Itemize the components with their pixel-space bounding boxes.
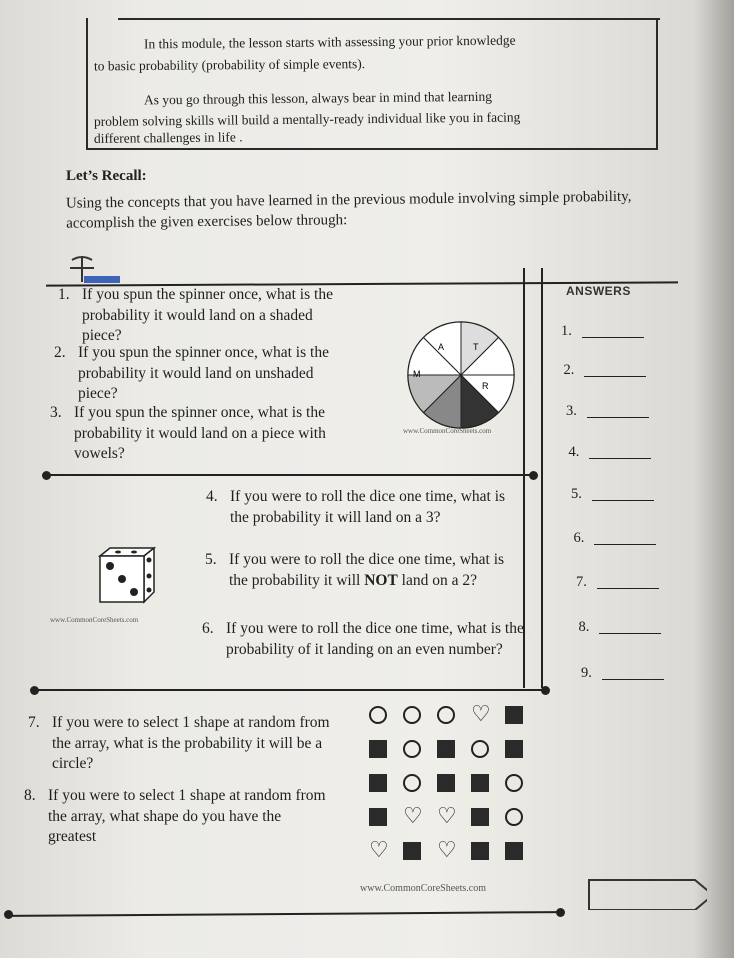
question-6-text: If you were to roll the dice one time, what is the probability of it landing on an even number? — [226, 620, 524, 658]
answer-number: 1. — [561, 323, 572, 339]
question-3-number: 3. — [50, 404, 62, 421]
square-shape-icon — [369, 774, 387, 792]
answer-number: 6. — [573, 530, 585, 546]
question-1-text: If you spun the spinner once, what is the probability it would land on a shaded piece? — [82, 286, 333, 344]
arrow-box-icon — [587, 878, 707, 910]
question-3 — [50, 403, 354, 465]
spinner-label-m: M — [413, 369, 421, 379]
answer-number: 9. — [581, 665, 592, 681]
spinner-label-r: R — [482, 381, 489, 391]
question-6-number: 6. — [202, 620, 214, 637]
answer-blank-line[interactable] — [587, 400, 649, 418]
divider-dot-2-end — [541, 686, 550, 695]
answer-slot-4[interactable] — [569, 444, 652, 462]
shapes-watermark: www.CommonCoreSheets.com — [360, 883, 487, 894]
question-4-number: 4. — [206, 488, 218, 505]
heart-shape-icon: ♡ — [369, 838, 389, 863]
spinner-label-a: A — [438, 342, 445, 352]
divider-line-2 — [34, 689, 546, 691]
answer-blank-line[interactable] — [584, 359, 646, 377]
circle-shape-icon — [369, 706, 387, 724]
answer-blank-line[interactable] — [599, 616, 661, 634]
question-4 — [206, 487, 520, 528]
question-8-text: If you were to select 1 shape at random from the array, what shape do you have the greatest — [48, 787, 326, 845]
intro-line-5: different challenges in life . — [93, 129, 243, 146]
heart-shape-icon: ♡ — [437, 804, 457, 829]
question-5 — [205, 550, 524, 591]
divider-line-1 — [46, 474, 534, 476]
answer-blank-line[interactable] — [594, 527, 656, 545]
dice-watermark: www.CommonCoreSheets.com — [50, 616, 139, 624]
spinner-watermark: www.CommonCoreSheets.com — [403, 427, 492, 435]
math-plus-icon — [64, 254, 122, 284]
shape-array — [369, 702, 529, 876]
spinner-label-t: T — [473, 342, 479, 352]
square-shape-icon — [471, 842, 489, 860]
answer-number: 3. — [566, 403, 577, 419]
answer-slot-7[interactable] — [576, 574, 659, 592]
answer-slot-6[interactable] — [574, 530, 657, 548]
question-5-number: 5. — [205, 551, 217, 568]
answers-header: ANSWERS — [566, 284, 631, 298]
answer-blank-line[interactable] — [592, 483, 654, 501]
question-5-not: NOT — [364, 571, 398, 589]
circle-shape-icon — [403, 706, 421, 724]
intro-line-1: In this module, the lesson starts with assessing your prior knowledge — [143, 32, 516, 52]
intro-box-top-border — [118, 18, 660, 20]
answer-number: 2. — [563, 362, 575, 378]
answer-number: 8. — [578, 619, 590, 635]
answer-slot-8[interactable] — [579, 619, 662, 637]
dice-icon — [98, 546, 158, 604]
question-2 — [54, 343, 348, 405]
square-shape-icon — [437, 740, 455, 758]
intro-box — [86, 18, 658, 150]
square-shape-icon — [369, 808, 387, 826]
answer-blank-line[interactable] — [602, 662, 664, 680]
question-7-number: 7. — [28, 714, 40, 731]
question-4-text: If you were to roll the dice one time, what is the probability it will land on a 3? — [230, 488, 506, 526]
circle-shape-icon — [505, 808, 523, 826]
answer-slot-2[interactable] — [564, 362, 647, 380]
circle-shape-icon — [471, 740, 489, 758]
circle-shape-icon — [403, 740, 421, 758]
square-shape-icon — [403, 842, 421, 860]
divider-dot-3-end — [556, 908, 565, 917]
answer-number: 5. — [571, 486, 582, 502]
answer-slot-5[interactable] — [571, 486, 654, 504]
question-5-text: If you were to roll the dice one time, what is the probability it will — [229, 551, 505, 589]
square-shape-icon — [505, 740, 523, 758]
square-shape-icon — [369, 740, 387, 758]
question-2-number: 2. — [54, 344, 66, 361]
intro-line-4: problem solving skills will build a mentally-ready individual like you in facing — [93, 109, 521, 129]
square-shape-icon — [437, 774, 455, 792]
answer-slot-9[interactable] — [581, 665, 664, 683]
spinner — [405, 319, 517, 429]
question-7 — [28, 713, 352, 775]
answers-left-border-2 — [541, 268, 543, 688]
heart-shape-icon: ♡ — [403, 804, 423, 829]
question-8 — [24, 786, 328, 848]
answer-slot-3[interactable] — [566, 403, 649, 421]
square-shape-icon — [471, 808, 489, 826]
answer-number: 4. — [568, 444, 580, 460]
answer-blank-line[interactable] — [589, 441, 651, 459]
square-shape-icon — [505, 706, 523, 724]
answer-blank-line[interactable] — [597, 571, 659, 589]
intro-line-3: As you go through this lesson, always bear in mind that learning — [143, 88, 493, 108]
heart-shape-icon: ♡ — [437, 838, 457, 863]
circle-shape-icon — [437, 706, 455, 724]
answer-blank-line[interactable] — [582, 320, 644, 338]
answer-slot-1[interactable] — [561, 323, 644, 341]
square-shape-icon — [505, 842, 523, 860]
question-1-number: 1. — [58, 286, 70, 303]
question-8-number: 8. — [24, 787, 36, 804]
question-6 — [202, 619, 526, 660]
question-1 — [58, 285, 352, 347]
square-shape-icon — [471, 774, 489, 792]
heart-shape-icon: ♡ — [471, 702, 491, 727]
divider-dot-1-end — [529, 471, 538, 480]
question-2-text: If you spun the spinner once, what is the probability it would land on unshaded piece? — [78, 344, 329, 402]
circle-shape-icon — [505, 774, 523, 792]
question-5-text-end: land on a 2? — [397, 571, 477, 589]
intro-line-2: to basic probability (probability of simple events). — [93, 56, 366, 74]
divider-line-3 — [8, 911, 560, 917]
page-edge-shadow — [694, 0, 734, 958]
question-7-text: If you were to select 1 shape at random from the array, what is the probability it will be a circle? — [52, 714, 330, 772]
answer-number: 7. — [576, 574, 587, 590]
recall-heading: Let’s Recall: — [66, 168, 147, 184]
recall-instructions: Using the concepts that you have learned in the previous module involving simple probability, accomplish the given exercises below through: — [65, 188, 632, 232]
circle-shape-icon — [403, 774, 421, 792]
question-3-text: If you spun the spinner once, what is the probability it would land on a piece with vowels? — [74, 404, 326, 462]
